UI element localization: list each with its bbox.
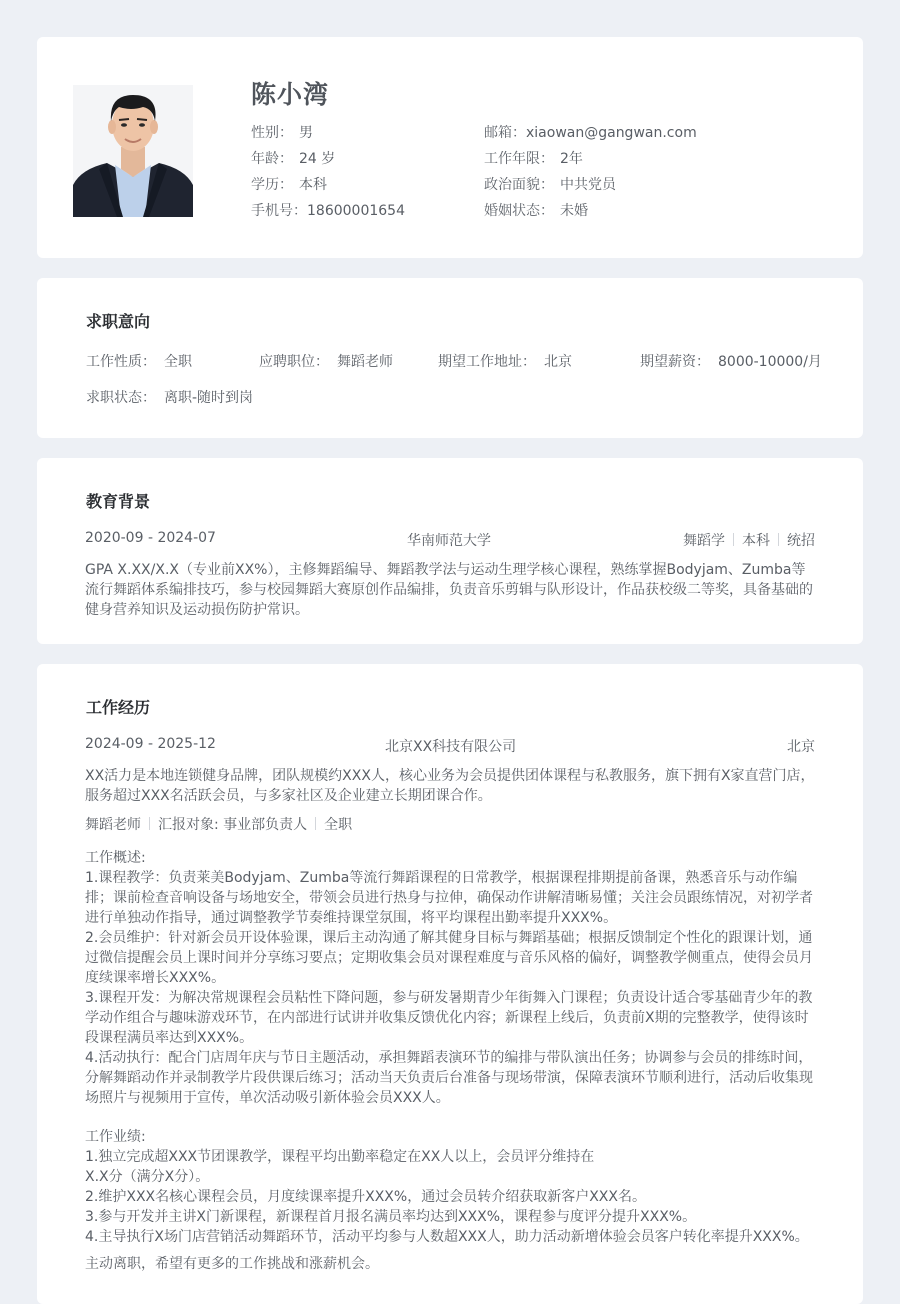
duty-item: 4.活动执行：配合门店周年庆与节日主题活动，承担舞蹈表演环节的编排与带队演出任务；协调参与会员的排练时间，分解舞蹈动作并录制教学片段供课后练习；活动当天负责后台准备与现场带演，保障表演环节顺利进行，活动后收集现场照片与视频用于宣传，单次活动吸引新体验会员XXX人。 xyxy=(85,1050,813,1106)
work-experience-card xyxy=(37,664,863,1304)
job-status: 求职状态： 离职-随时到岗 xyxy=(86,390,254,406)
leave-reason: 主动离职，希望有更多的工作挑战和涨薪机会。 xyxy=(85,1256,379,1272)
duty-item: 1.课程教学：负责莱美Bodyjam、Zumba等流行舞蹈课程的日常教学，根据课程排期提前备课，熟悉音乐与动作编排；课前检查音响设备与场地安全，带领会员进行热身与拉伸，确保动作讲解清晰易懂；关注会员跟练情况，对初学者进行单独动作指导，通过调整教学节奏维持课堂氛围，将平均课程出勤率提升XXX%。 xyxy=(85,870,813,926)
company-description: XX活力是本地连锁健身品牌，团队规模约XXX人，核心业务为会员提供团体课程与私教服务，旗下拥有X家直营门店，服务超过XXX名活跃会员，与多家社区及企业建立长期团课合作。 xyxy=(85,768,815,804)
work-period: 2024-09 - 2025-12 xyxy=(85,736,216,752)
enrollment-type: 统招 xyxy=(787,533,815,549)
work-overview xyxy=(85,848,817,1108)
work-years-field: 工作年限： 2年 xyxy=(484,151,583,167)
achievement-item: 3.参与开发并主讲X门新课程，新课程首月报名满员率均达到XXX%，课程参与度评分提升XXX%。 xyxy=(85,1209,697,1225)
education-description: GPA X.XX/X.X（专业前XX%），主修舞蹈编导、舞蹈教学法与运动生理学核心课程，熟练掌握Bodyjam、Zumba等流行舞蹈体系编排技巧，参与校园舞蹈大赛原创作品编排，负责音乐剪辑与队形设计，作品获校级二等奖，具备基础的健身营养知识及运动损伤防护常识。 xyxy=(85,562,813,618)
role-title: 舞蹈老师 xyxy=(85,817,141,833)
job-type: 全职 xyxy=(324,817,353,833)
expected-location: 期望工作地址： 北京 xyxy=(438,354,572,370)
major: 舞蹈学 xyxy=(683,533,725,549)
candidate-name: 陈小湾 xyxy=(251,80,330,109)
overview-label: 工作概述: xyxy=(85,850,146,866)
achievements-label: 工作业绩: xyxy=(85,1129,146,1145)
achievement-item: 4.主导执行X场门店营销活动舞蹈环节，活动平均参与人数超XXX人，助力活动新增体验会员客户转化率提升XXX%。 xyxy=(85,1229,809,1245)
section-title-work: 工作经历 xyxy=(86,698,151,717)
job-nature: 工作性质： 全职 xyxy=(86,354,192,370)
achievement-item: 1.独立完成超XXX节团课教学，课程平均出勤率稳定在XX人以上，会员评分维持在 X.X分（满分X分）。 xyxy=(85,1149,595,1185)
school-name: 华南师范大学 xyxy=(407,533,491,549)
education-field: 学历： 本科 xyxy=(251,177,327,193)
education-tags xyxy=(683,530,815,550)
avatar xyxy=(73,85,193,217)
degree: 本科 xyxy=(742,533,770,549)
email-field: 邮箱：xiaowan@gangwan.com xyxy=(484,125,697,141)
education-card xyxy=(37,458,863,644)
marital-status-field: 婚姻状态： 未婚 xyxy=(484,203,588,219)
age-field: 年龄： 24 岁 xyxy=(251,151,336,167)
profile-card xyxy=(37,37,863,258)
work-achievements xyxy=(85,1127,817,1247)
achievement-item: 2.维护XXX名核心课程会员，月度续课率提升XXX%，通过会员转介绍获取新客户XXX名。 xyxy=(85,1189,646,1205)
duty-item: 3.课程开发：为解决常规课程会员粘性下降问题，参与研发暑期青少年街舞入门课程；负责设计适合零基础青少年的教学动作组合与趣味游戏环节，在内部进行试讲并收集反馈优化内容；新课程上线后，负责前X期的完整教学，使得该时段课程满员率达到XXX%。 xyxy=(85,990,813,1046)
education-period: 2020-09 - 2024-07 xyxy=(85,530,216,546)
report-to: 汇报对象: 事业部负责人 xyxy=(158,817,308,833)
section-title-education: 教育背景 xyxy=(86,492,151,511)
section-title-intent: 求职意向 xyxy=(86,312,151,331)
political-status-field: 政治面貌： 中共党员 xyxy=(484,177,616,193)
duty-item: 2.会员维护：针对新会员开设体验课，课后主动沟通了解其健身目标与舞蹈基础；根据反馈制定个性化的跟课计划，通过微信提醒会员上课时间并分享练习要点；定期收集会员对课程难度与音乐风格的偏好，调整教学侧重点，使得会员月度续课率增长XXX%。 xyxy=(85,930,813,986)
work-city: 北京 xyxy=(787,739,815,755)
expected-salary: 期望薪资： 8000-10000/月 xyxy=(640,354,822,370)
job-intent-card xyxy=(37,278,863,438)
gender-field: 性别： 男 xyxy=(251,125,313,141)
role-tags xyxy=(85,814,352,834)
company-name: 北京XX科技有限公司 xyxy=(385,739,517,755)
applied-position: 应聘职位： 舞蹈老师 xyxy=(259,354,393,370)
phone-field: 手机号：18600001654 xyxy=(251,203,405,219)
